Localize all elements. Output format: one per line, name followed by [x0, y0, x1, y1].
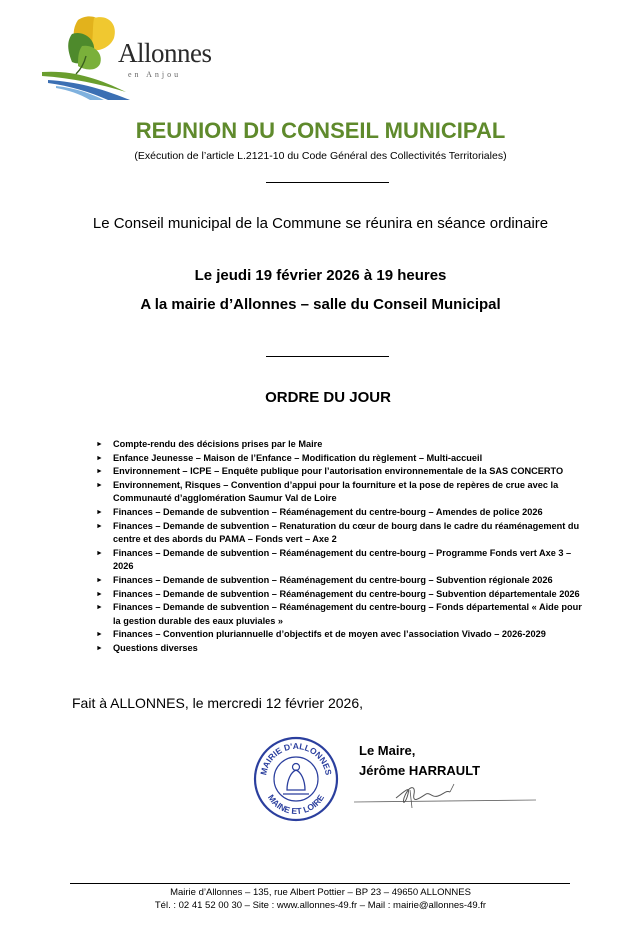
agenda-item — [96, 628, 591, 642]
triangle-bullet-icon: ► — [96, 508, 103, 516]
divider — [266, 356, 389, 357]
svg-text:MAINE ET LOIRE: MAINE ET LOIRE — [265, 792, 327, 817]
agenda-item — [96, 574, 591, 588]
agenda-item — [96, 547, 591, 574]
agenda-item-text: Finances – Demande de subvention – Réaménagement du centre-bourg – Subvention départementale 2026 — [113, 588, 580, 599]
agenda-item — [96, 642, 591, 656]
meeting-intro: Le Conseil municipal de la Commune se réunira en séance ordinaire — [92, 215, 549, 232]
agenda-item — [96, 506, 591, 520]
divider — [266, 182, 389, 183]
logo-tagline: en Anjou — [128, 70, 182, 79]
footer-address: Mairie d’Allonnes – 135, rue Albert Pottier – BP 23 – 49650 ALLONNES — [170, 887, 471, 898]
agenda-item — [96, 465, 591, 479]
agenda-item-text: Enfance Jeunesse – Maison de l’Enfance – Modification du règlement – Multi-accueil — [113, 452, 483, 463]
agenda-item — [96, 452, 591, 466]
agenda-item-text: Finances – Demande de subvention – Réaménagement du centre-bourg – Fonds départemental « Aide pour la gestion durable des eaux pluviales » — [113, 602, 582, 626]
triangle-bullet-icon: ► — [96, 590, 103, 598]
triangle-bullet-icon: ► — [96, 441, 103, 448]
triangle-bullet-icon: ► — [96, 604, 103, 612]
agenda-item-text: Environnement, Risques – Convention d’appui pour la fourniture et la pose de repères de crue avec la Communauté d’agglomération Saumur Val de Loire — [113, 479, 559, 504]
triangle-bullet-icon: ► — [96, 576, 103, 584]
handwritten-signature — [350, 780, 540, 812]
agenda-item-text: Finances – Demande de subvention – Réaménagement du centre-bourg – Programme Fonds vert Axe 3 – 2026 — [113, 547, 572, 572]
mayor-name: Jérôme HARRAULT — [359, 763, 481, 778]
agenda-item-text: Questions diverses — [113, 642, 198, 653]
agenda-title: ORDRE DU JOUR — [265, 389, 391, 406]
footer-contact: Tél. : 02 41 52 00 30 – Site : www.allonnes-49.fr – Mail : mairie@allonnes-49.fr — [154, 900, 487, 911]
logo-wordmark: Allonnes — [118, 38, 212, 68]
triangle-bullet-icon: ► — [96, 631, 103, 639]
logo-emblem — [42, 16, 130, 100]
signature-date-line: Fait à ALLONNES, le mercredi 12 février 2026, — [72, 695, 364, 711]
mayor-title: Le Maire, — [359, 743, 416, 758]
agenda-item-text: Compte-rendu des décisions prises par le Maire — [113, 439, 323, 449]
triangle-bullet-icon: ► — [96, 549, 103, 557]
page-subtitle: (Exécution de l’article L.2121-10 du Code Général des Collectivités Territoriales) — [134, 150, 507, 162]
agenda-item — [96, 479, 591, 506]
meeting-place: A la mairie d’Allonnes – salle du Conseil Municipal — [140, 296, 501, 313]
agenda-item-text: Finances – Demande de subvention – Réaménagement du centre-bourg – Amendes de police 2026 — [113, 506, 543, 517]
triangle-bullet-icon: ► — [96, 522, 103, 530]
agenda-list — [96, 438, 591, 656]
triangle-bullet-icon: ► — [96, 454, 103, 462]
agenda-item — [96, 588, 591, 602]
agenda-item — [96, 601, 591, 628]
triangle-bullet-icon: ► — [96, 468, 103, 476]
agenda-item-text: Finances – Demande de subvention – Renaturation du cœur de bourg dans le cadre du réaménagement du centre et des abords du PAMA – Fonds vert – Axe 2 — [113, 520, 580, 545]
agenda-item-text: Finances – Demande de subvention – Réaménagement du centre-bourg – Subvention régionale 2026 — [113, 574, 553, 585]
page-title: REUNION DU CONSEIL MUNICIPAL — [135, 118, 506, 143]
meeting-date: Le jeudi 19 février 2026 à 19 heures — [194, 267, 447, 284]
svg-text:MAIRIE D'ALLONNES: MAIRIE D'ALLONNES — [258, 740, 334, 776]
agenda-item — [96, 520, 591, 547]
agenda-item-text: Environnement – ICPE – Enquête publique pour l’autorisation environnementale de la SAS CONCERTO — [113, 466, 564, 477]
footer-divider — [70, 883, 570, 884]
agenda-item-text: Finances – Convention pluriannuelle d’objectifs et de moyen avec l’association Vivado – 2026-2029 — [113, 629, 546, 640]
triangle-bullet-icon: ► — [96, 644, 103, 652]
triangle-bullet-icon: ► — [96, 481, 103, 489]
agenda-item — [96, 438, 591, 452]
mairie-seal-stamp — [253, 736, 339, 822]
